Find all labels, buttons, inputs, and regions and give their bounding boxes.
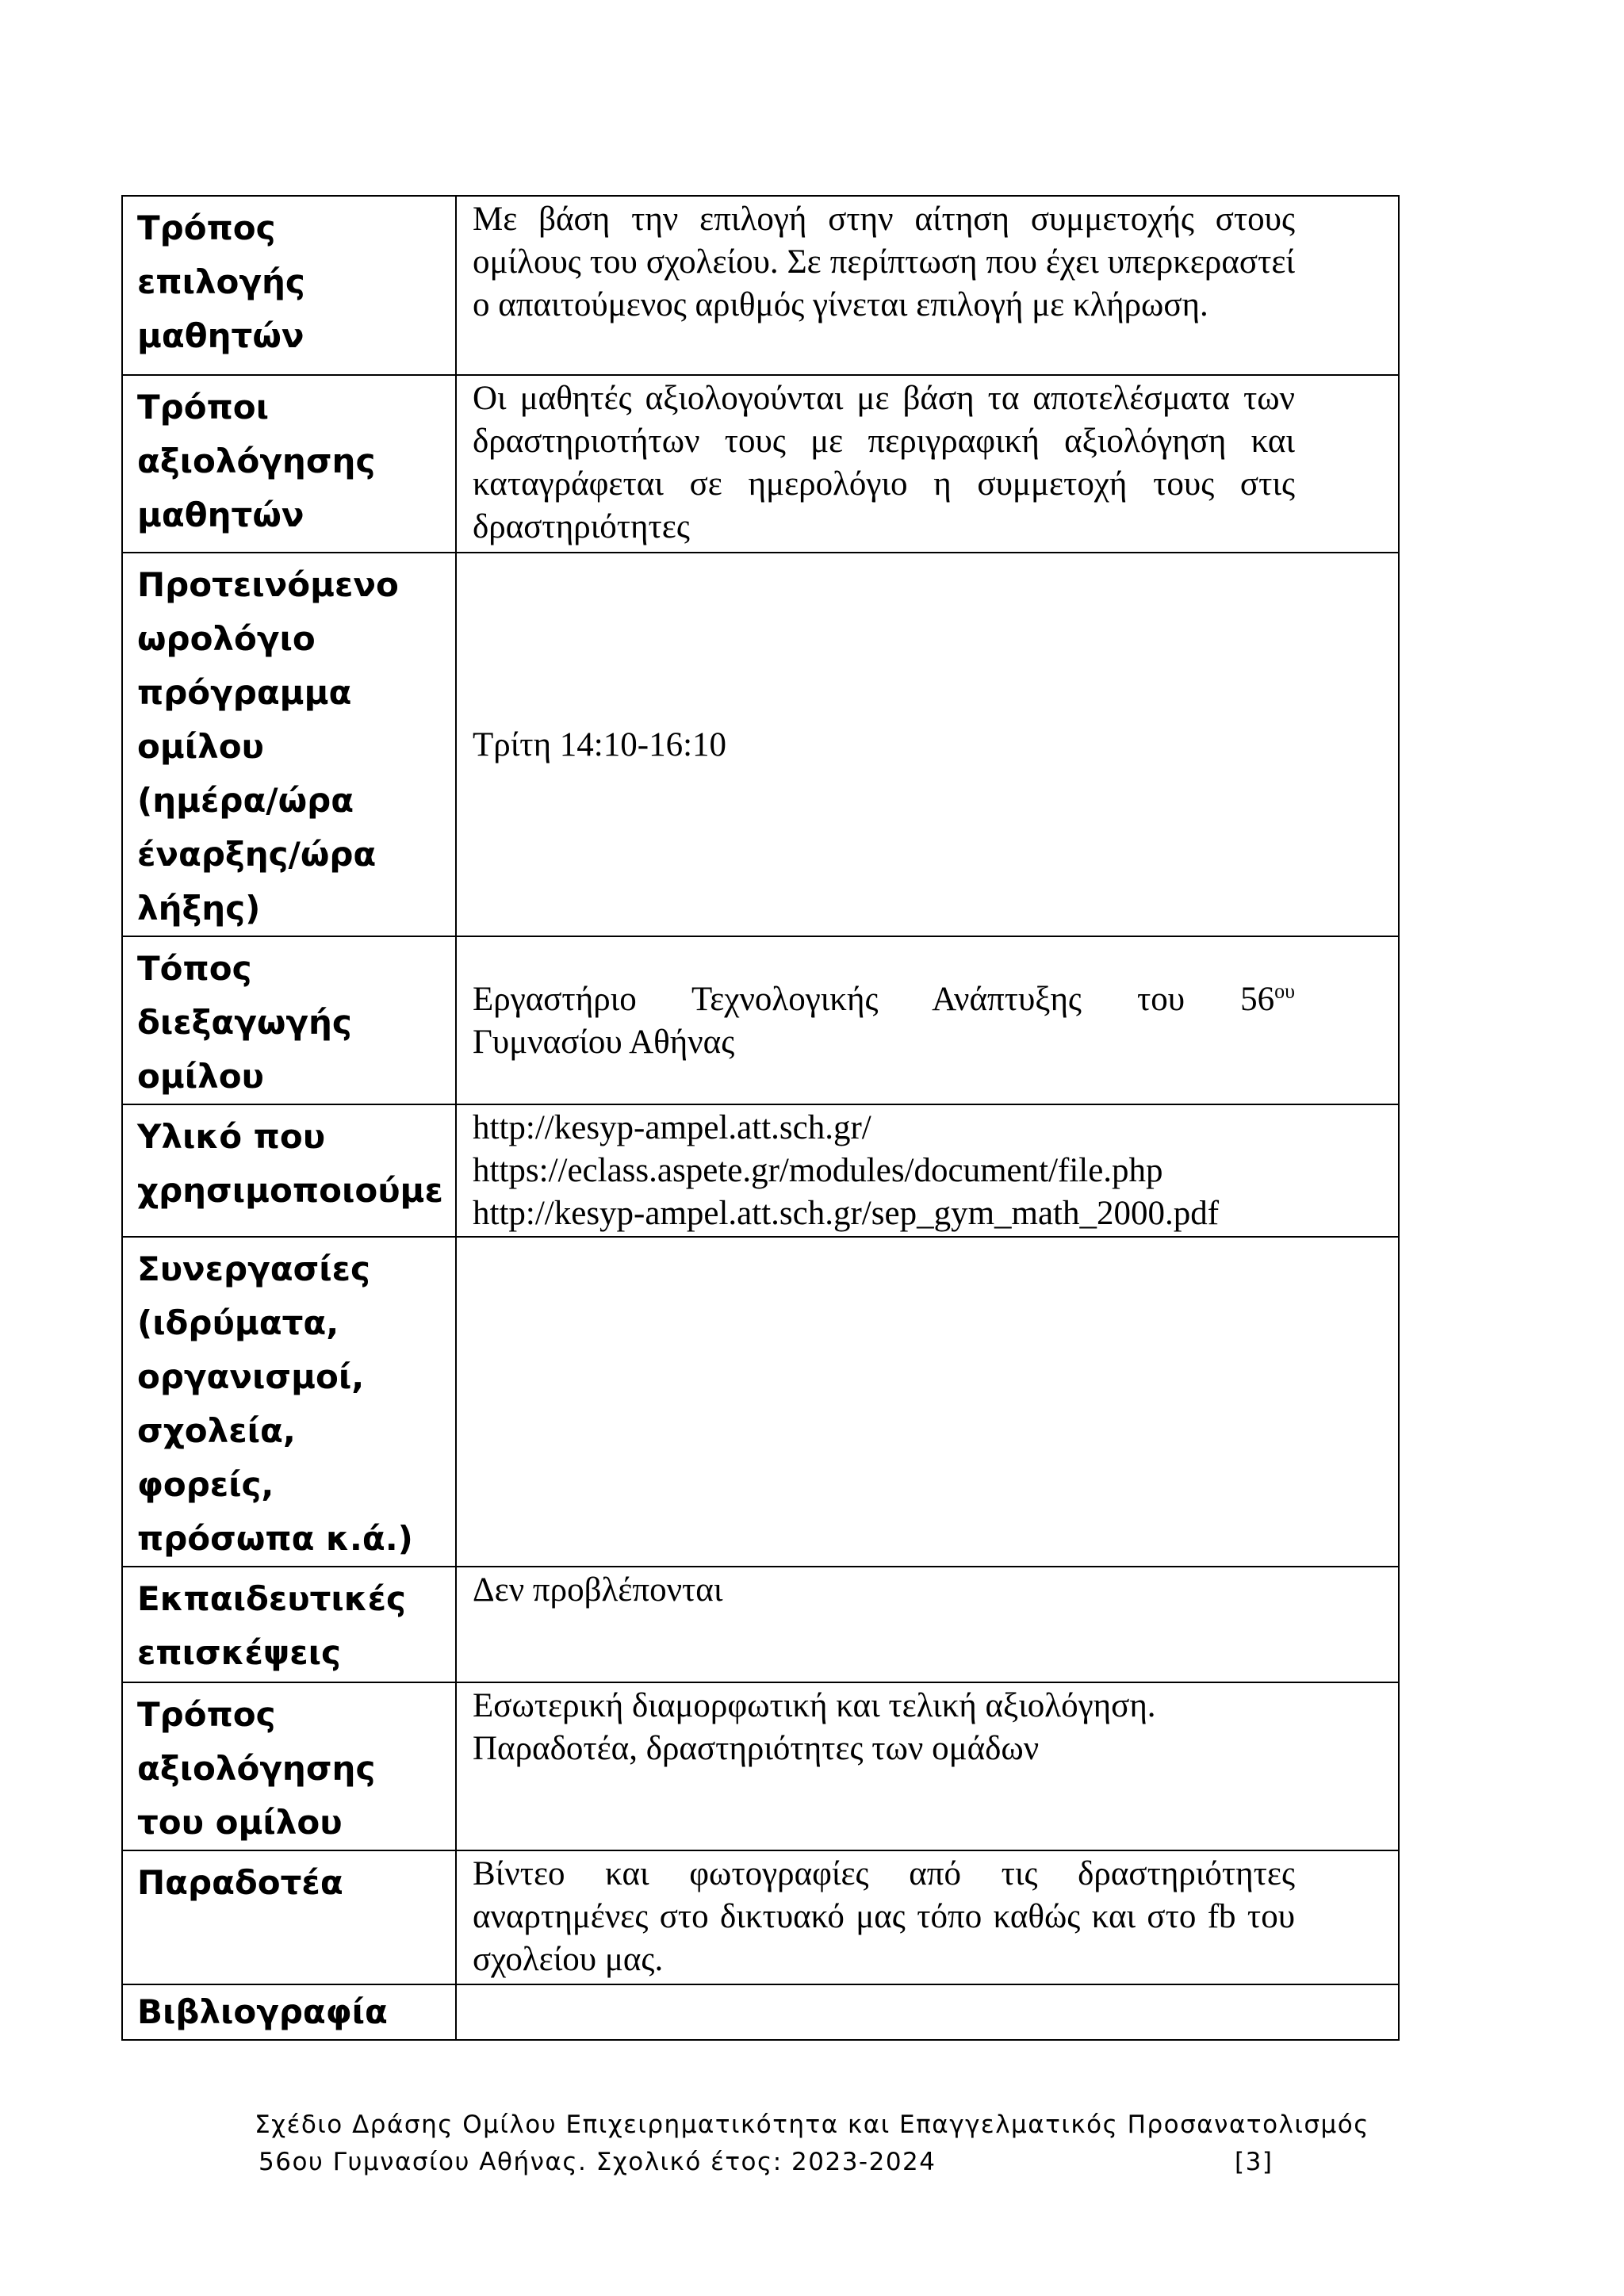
label-line: Παραδοτέα: [137, 1863, 343, 1902]
label-line: μαθητών: [137, 496, 304, 534]
material-link[interactable]: http://kesyp-ampel.att.sch.gr/: [473, 1109, 871, 1146]
label-line: (ημέρα/ώρα: [137, 781, 354, 820]
label-line: πρόσωπα κ.ά.): [137, 1519, 413, 1558]
material-link[interactable]: https://eclass.aspete.gr/modules/document/file.php: [473, 1152, 1163, 1189]
label-line: ομίλου: [137, 1057, 264, 1096]
label-line: (ιδρύματα,: [137, 1303, 339, 1342]
row-label: [122, 936, 456, 1104]
table-row: [122, 375, 1399, 553]
footer-school-year: 56ου Γυμνασίου Αθήνας. Σχολικό έτος: 2023-2024: [259, 2148, 936, 2176]
label-line: Τρόπος: [137, 209, 276, 247]
table-row: [122, 1984, 1399, 2040]
label-line: διεξαγωγής: [137, 1003, 352, 1042]
venue-text: Εργαστήριο Τεχνολογικής Ανάπτυξης του 56: [473, 981, 1275, 1018]
row-label: [122, 1237, 456, 1567]
label-line: επιλογής: [137, 262, 305, 301]
schedule-text: Τρίτη 14:10-16:10: [473, 726, 727, 763]
label-line: Εκπαιδευτικές: [137, 1579, 406, 1618]
table-row: [122, 1104, 1399, 1237]
label-line: μαθητών: [137, 316, 304, 355]
label-line: Τρόπος: [137, 1695, 276, 1734]
label-line: φορείς,: [137, 1465, 274, 1504]
table-row: [122, 196, 1399, 375]
label-line: οργανισμοί,: [137, 1357, 365, 1396]
row-value: Βίντεο και φωτογραφίες από τις δραστηριότητες αναρτημένες στο δικτυακό μας τόπο καθώς και στο fb του σχολείου μας.: [456, 1850, 1399, 1984]
label-line: Υλικό που: [137, 1117, 326, 1156]
label-line: ομίλου: [137, 727, 264, 766]
label-line: πρόγραμμα: [137, 673, 352, 712]
row-label: [122, 1984, 456, 2040]
table-row: [122, 936, 1399, 1104]
label-line: Προτεινόμενο: [137, 565, 399, 604]
table-row: [122, 1850, 1399, 1984]
row-label: [122, 196, 456, 375]
label-line: έναρξης/ώρα: [137, 835, 377, 874]
row-value: Δεν προβλέπονται: [456, 1567, 1399, 1682]
label-line: ωρολόγιο: [137, 619, 316, 658]
row-value: [456, 1682, 1399, 1850]
label-line: αξιολόγησης: [137, 1749, 376, 1788]
club-plan-table: [121, 195, 1400, 2041]
row-value: [456, 936, 1399, 1104]
evaluation-line: Εσωτερική διαμορφωτική και τελική αξιολόγηση.: [473, 1687, 1156, 1724]
table-row: [122, 1567, 1399, 1682]
footer-title: Σχέδιο Δράσης Ομίλου Επιχειρηματικότητα και Επαγγελματικός Προσανατολισμός: [255, 2110, 1369, 2139]
label-line: χρησιμοποιούμε: [137, 1171, 443, 1210]
row-value: Με βάση την επιλογή στην αίτηση συμμετοχής στους ομίλους του σχολείου. Σε περίπτωση που έχει υπερκεραστεί ο απαιτούμενος αριθμός γίνεται επιλογή με κλήρωση.: [456, 196, 1399, 375]
row-value: [456, 1104, 1399, 1237]
table-row: [122, 1682, 1399, 1850]
row-label: [122, 553, 456, 936]
row-value: [456, 553, 1399, 936]
row-value: [456, 1984, 1399, 2040]
row-value: Οι μαθητές αξιολογούνται με βάση τα αποτελέσματα των δραστηριοτήτων τους με περιγραφική αξιολόγηση και καταγράφεται σε ημερολόγιο η συμμετοχή τους στις δραστηριότητες: [456, 375, 1399, 553]
ordinal-suffix: ου: [1274, 979, 1295, 1003]
label-line: λήξης): [137, 889, 261, 928]
label-line: επισκέψεις: [137, 1633, 341, 1672]
page-number: [3]: [1235, 2148, 1274, 2176]
row-value: [456, 1237, 1399, 1567]
material-link[interactable]: http://kesyp-ampel.att.sch.gr/sep_gym_math_2000.pdf: [473, 1195, 1220, 1232]
label-line: αξιολόγησης: [137, 442, 376, 480]
label-line: Τόπος: [137, 949, 252, 988]
row-label: [122, 1567, 456, 1682]
table-row: [122, 1237, 1399, 1567]
label-line: του ομίλου: [137, 1803, 343, 1842]
evaluation-line: Παραδοτέα, δραστηριότητες των ομάδων: [473, 1730, 1040, 1767]
venue-line-1: [473, 978, 1295, 1021]
row-label: [122, 375, 456, 553]
label-line: Τρόποι: [137, 388, 270, 427]
label-line: Συνεργασίες: [137, 1249, 370, 1288]
label-line: σχολεία,: [137, 1411, 296, 1450]
row-label: [122, 1682, 456, 1850]
table-row: [122, 553, 1399, 936]
row-label: [122, 1104, 456, 1237]
label-line: Βιβλιογραφία: [137, 1992, 388, 2031]
venue-line-2: Γυμνασίου Αθήνας: [473, 1024, 735, 1061]
row-label: [122, 1850, 456, 1984]
